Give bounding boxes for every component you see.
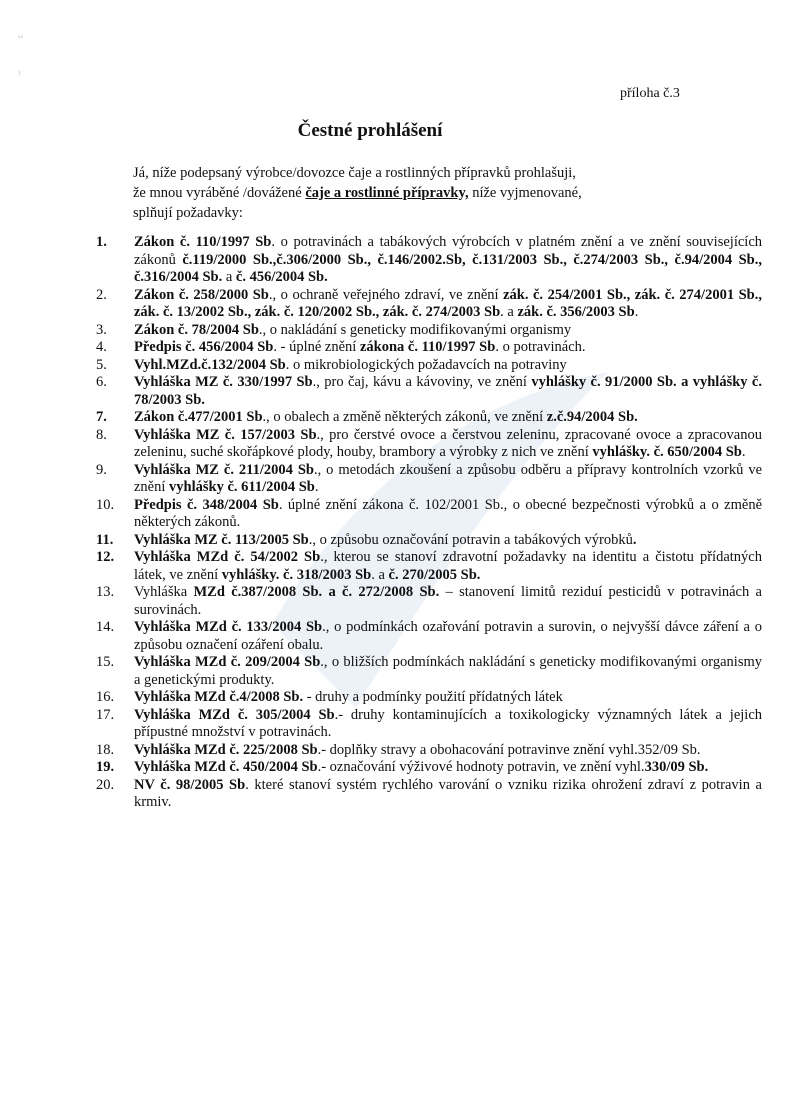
regulation-item [96,234,762,287]
regulation-reference: Vyhláška MZd č. 133/2004 Sb [134,619,323,635]
regulation-text: ., pro čerstvé ovoce a čerstvou zeleninu, zpracované ovoce a zpracovanou zeleninu, suché skořápkové plody, houby, brambory a výrobky z nich ve znění [134,426,762,460]
regulation-reference: z.č.94/2004 Sb. [546,409,638,425]
regulation-text: ., o ochraně veřejného zdraví, ve znění [268,286,504,303]
item-number: 9. [96,461,107,478]
item-number: 10. [96,496,115,513]
regulation-item [96,497,762,532]
regulation-text: .- označování výživové hodnoty potravin, ve znění vyhl. [317,759,645,775]
regulation-text: . o potravinách. [495,339,586,355]
regulation-text: . [634,304,639,320]
regulation-item [96,532,762,550]
item-number: 7. [96,409,107,425]
regulation-item [96,654,762,689]
intro-text: že mnou vyráběné /dovážené [133,185,306,201]
item-number: 14. [96,619,115,635]
regulation-item [96,689,762,707]
item-number: 20. [96,776,115,793]
item-number: 1. [96,234,107,250]
intro-paragraph [133,163,582,223]
scan-mark: ᴗ [18,30,23,41]
regulation-reference: Vyhláška MZ č. 330/1997 Sb [134,374,313,390]
regulation-item [96,427,762,462]
item-number: 12. [96,549,115,565]
regulation-text: . a [500,304,518,320]
regulation-reference: Vyhláška MZd č. 54/2002 Sb [134,549,321,565]
regulation-reference: vyhlášky. č. 650/2004 Sb [592,444,742,460]
regulation-text: . [741,444,746,460]
page-title: Čestné prohlášení [297,120,443,141]
item-number: 16. [96,689,115,705]
regulation-reference: Předpis č. 456/2004 Sb [134,339,274,355]
intro-line: splňují požadavky: [133,205,243,221]
regulation-text: .- doplňky stravy a obohacování potravinve znění vyhl.352/09 Sb. [317,741,701,758]
regulation-item [96,759,762,777]
regulation-reference: zák. č. 356/2003 Sb [517,304,635,320]
regulation-reference: NV č. 98/2005 Sb [134,776,246,793]
regulation-text: . o potravinách a tabákových výrobcích v platném znění a ve znění souvisejících zákonů [134,234,762,268]
regulation-reference: Vyhl.MZd.č.132/2004 Sb [134,356,286,373]
regulation-text: ., o nakládání s geneticky modifikovanými organismy [258,321,572,338]
item-number: 17. [96,706,115,723]
regulation-reference: č.119/2000 Sb.,č.306/2000 Sb., č.146/2002.Sb, č.131/2003 Sb., č.274/2003 Sb., č.94/2004 Sb., č.316/2004 Sb. [134,251,762,285]
regulation-text: - druhy a podmínky použití přídatných látek [303,689,563,705]
regulation-item [96,584,762,619]
regulation-reference: Předpis č. 348/2004 Sb [134,496,279,513]
regulation-reference: zák. č. 254/2001 Sb., zák. č. 274/2001 Sb., zák. č. 13/2002 Sb., zák. č. 120/2002 Sb., zák. č. 274/2003 Sb [134,286,762,320]
regulation-text: ., pro čaj, kávu a kávoviny, ve znění [312,374,532,390]
regulation-reference: Vyhláška MZd č. 305/2004 Sb [134,706,335,723]
regulation-reference: č. 456/2004 Sb. [235,269,328,285]
intro-line [133,183,582,203]
regulation-item [96,374,762,409]
item-number: 5. [96,356,107,373]
regulation-text: – stanovení limitů reziduí pesticidů v potravinách a surovinách. [134,584,762,618]
annex-label: příloha č.3 [620,86,680,101]
regulation-reference: Zákon č. 258/2000 Sb [134,286,269,303]
regulation-item [96,322,762,340]
regulation-text: . úplné znění zákona č. 102/2001 Sb., o obecné bezpečnosti výrobků a o změně některých zákonů. [134,496,763,530]
item-number: 13. [96,584,115,600]
regulation-reference: Vyhláška MZd č.4/2008 Sb. [134,689,304,705]
regulation-item [96,339,762,357]
regulation-reference: vyhlášky. č. 318/2003 Sb [221,566,372,583]
intro-text: níže vyjmenované, [468,185,582,201]
item-number: 4. [96,339,107,355]
regulation-reference: vyhlášky č. 611/2004 Sb [169,479,315,495]
regulation-reference: Vyhláška MZd č. 225/2008 Sb [134,741,318,758]
item-number: 3. [96,321,107,338]
item-number: 19. [96,759,115,775]
regulation-text: ., o způsobu označování potravin a tabákových výrobků [308,531,633,548]
regulation-reference: 330/09 Sb. [644,759,709,775]
regulation-item [96,742,762,760]
regulation-reference: Zákon č. 110/1997 Sb [134,234,272,250]
regulation-text: ., o podmínkách ozařování potravin a surovin, o nejvyšší dávce záření a o způsobu označení ozáření obalu. [134,619,762,653]
item-number: 8. [96,426,107,443]
regulation-item [96,357,762,375]
regulation-item [96,619,762,654]
regulation-reference: Vyhláška MZd č. 450/2004 Sb [134,759,318,775]
regulation-reference: Zákon č.477/2001 Sb [134,409,263,425]
regulation-reference: . [632,531,637,548]
regulation-item [96,549,762,584]
regulation-text: ., o metodách zkoušení a způsobu odběru a přípravy kontrolních vzorků ve znění [134,461,763,495]
scan-mark: ˀ [18,70,21,81]
regulation-text: . a [371,566,389,583]
regulation-text: . [314,479,319,495]
regulation-text: .- druhy kontaminujících a toxikologicky významných látek a jejich přípustné množství v potravinách. [134,706,762,740]
regulation-reference: Zákon č. 78/2004 Sb [134,321,259,338]
regulation-item [96,777,762,812]
regulation-text: ., kterou se stanoví zdravotní požadavky na identitu a čistotu přídatných látek, ve znění [134,549,762,583]
intro-line: Já, níže podepsaný výrobce/dovozce čaje a rostlinných přípravků prohlašuji, [133,165,576,181]
regulation-text: . o mikrobiologických požadavcích na potraviny [285,356,567,373]
regulation-reference: Vyhláška MZ č. 211/2004 Sb [134,461,314,478]
regulation-item [96,287,762,322]
regulations-list [96,234,762,812]
regulation-reference: vyhlášky č. 91/2000 Sb. a vyhlášky č. 78/2003 Sb. [134,374,762,408]
item-number: 6. [96,374,107,390]
regulation-item [96,707,762,742]
regulation-item [96,462,762,497]
item-number: 15. [96,654,115,670]
regulation-text: . které stanoví systém rychlého varování o vzniku rizika ohrožení zdraví z potravin a krmiv. [134,776,762,810]
regulation-reference: Vyhláška MZ č. 157/2003 Sb [134,426,317,443]
regulation-text: . - úplné znění [273,339,360,355]
regulation-reference: Vyhláška MZd č. 209/2004 Sb [134,654,321,670]
regulation-reference: zákona č. 110/1997 Sb [359,339,496,355]
regulation-reference: Vyhláška MZ č. 113/2005 Sb [134,531,309,548]
item-number: 11. [96,531,114,548]
regulation-text: a [222,269,236,285]
regulation-text: ., o bližších podmínkách nakládání s geneticky modifikovanými organismy a genetickými produkty. [134,654,762,688]
regulation-text: Vyhláška [134,584,194,600]
regulation-item [96,409,762,427]
regulation-reference: MZd č.387/2008 Sb. a č. 272/2008 Sb. [193,584,440,600]
item-number: 18. [96,741,115,758]
item-number: 2. [96,286,107,303]
intro-product-emphasis: čaje a rostlinné přípravky, [305,185,469,201]
regulation-text: ., o obalech a změně některých zákonů, ve znění [262,409,547,425]
regulation-reference: č. 270/2005 Sb. [388,566,481,583]
